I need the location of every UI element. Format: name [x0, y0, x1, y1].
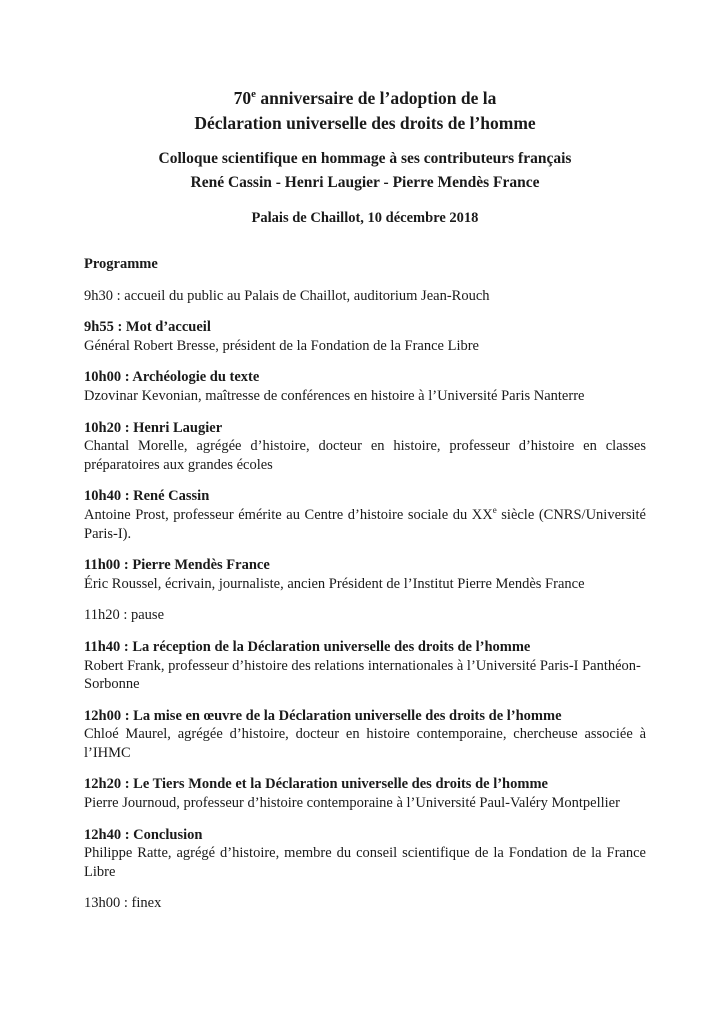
session-speaker-text: Antoine Prost, professeur émérite au Centre d’histoire sociale du XX	[84, 506, 493, 523]
session-speaker-text: siècle (CNRS/Université Paris-I).	[84, 506, 646, 542]
session-time-title: 11h00 : Pierre Mendès France	[84, 557, 270, 574]
schedule-item	[84, 707, 646, 763]
session-time-title: 11h20 : pause	[84, 607, 165, 624]
venue-date-line: Palais de Chaillot, 10 décembre 2018	[251, 210, 479, 226]
session-speaker: Chloé Maurel, agrégée d’histoire, docteur en histoire contemporaine, chercheuse associée à l’IHMC	[84, 726, 646, 761]
session-time-title: 10h00 : Archéologie du texte	[84, 369, 260, 386]
document-subtitle	[84, 147, 646, 195]
session-speaker: Dzovinar Kevonian, maîtresse de conférences en histoire à l’Université Paris Nanterre	[84, 387, 585, 404]
schedule-item	[84, 894, 646, 913]
session-time-title: 12h00 : La mise en œuvre de la Déclaration universelle des droits de l’homme	[84, 707, 562, 724]
session-speaker: Éric Roussel, écrivain, journaliste, ancien Président de l’Institut Pierre Mendès France	[84, 575, 585, 592]
schedule-item	[84, 368, 646, 405]
session-time-title: 9h55 : Mot d’accueil	[84, 319, 211, 336]
schedule-item	[84, 775, 646, 812]
schedule-item	[84, 638, 646, 694]
session-time-title: 11h40 : La réception de la Déclaration universelle des droits de l’homme	[84, 638, 531, 655]
session-speaker	[84, 506, 646, 543]
title-line1-superscript: e	[251, 88, 256, 101]
schedule-item	[84, 826, 646, 882]
session-speaker: Général Robert Bresse, président de la Fondation de la France Libre	[84, 337, 479, 354]
session-speaker: Chantal Morelle, agrégée d’histoire, docteur en histoire, professeur d’histoire en classes préparatoires aux grandes écoles	[84, 438, 646, 473]
programme-section-label: Programme	[84, 256, 158, 272]
century-superscript: e	[492, 505, 497, 516]
session-speaker: Robert Frank, professeur d’histoire des relations internationales à l’Université Paris-I Panthéon-Sorbonne	[84, 657, 641, 693]
session-speaker: Pierre Journoud, professeur d’histoire contemporaine à l’Université Paul-Valéry Montpellier	[84, 795, 620, 812]
title-line1-number: 70	[233, 88, 252, 108]
title-line2: Déclaration universelle des droits de l’homme	[194, 113, 536, 133]
session-time-title: 10h40 : René Cassin	[84, 488, 210, 505]
schedule-item	[84, 556, 646, 593]
session-time-title: 12h20 : Le Tiers Monde et la Déclaration universelle des droits de l’homme	[84, 776, 548, 793]
title-line1-text: anniversaire de l’adoption de la	[256, 88, 497, 108]
session-time-title: 13h00 : finex	[84, 895, 162, 912]
document-title	[84, 86, 646, 136]
subtitle-line2: René Cassin - Henri Laugier - Pierre Mendès France	[190, 174, 540, 191]
session-time-title: 10h20 : Henri Laugier	[84, 419, 223, 436]
subtitle-line1: Colloque scientifique en hommage à ses contributeurs français	[158, 150, 572, 167]
schedule-item	[84, 287, 646, 306]
session-speaker: Philippe Ratte, agrégé d’histoire, membre du conseil scientifique de la Fondation de la France Libre	[84, 845, 646, 880]
schedule-item	[84, 487, 646, 543]
schedule-item	[84, 606, 646, 625]
title-line1	[234, 88, 497, 108]
session-time-title: 12h40 : Conclusion	[84, 826, 203, 843]
schedule-item	[84, 419, 646, 475]
session-time-title: 9h30 : accueil du public au Palais de Chaillot, auditorium Jean-Rouch	[84, 287, 490, 304]
schedule-item	[84, 318, 646, 355]
